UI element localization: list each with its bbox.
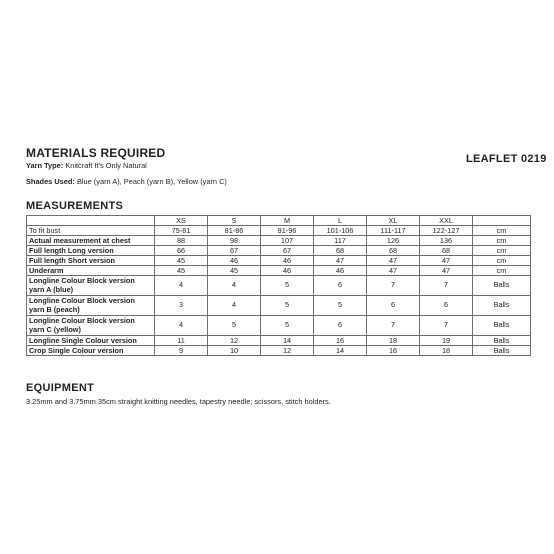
unit-cell: Balls	[473, 316, 531, 336]
table-cell: 46	[261, 256, 314, 266]
table-cell: 14	[314, 346, 367, 356]
table-cell: 16	[314, 336, 367, 346]
row-label: Longline Colour Block version yarn B (peach)	[27, 296, 155, 316]
table-row	[27, 276, 531, 296]
table-cell: 98	[208, 236, 261, 246]
table-row	[27, 316, 531, 336]
unit-cell: cm	[473, 226, 531, 236]
table-cell: 111-117	[367, 226, 420, 236]
equipment-text: 3.25mm and 3.75mm 35cm straight knitting needles, tapestry needle; scissors, stitch holders.	[26, 397, 331, 406]
size-header: XXL	[420, 216, 473, 226]
table-cell: 107	[261, 236, 314, 246]
table-cell: 4	[155, 276, 208, 296]
table-row	[27, 296, 531, 316]
table-row	[27, 346, 531, 356]
yarn-type-line	[26, 161, 147, 170]
equipment-title: EQUIPMENT	[26, 382, 95, 394]
unit-cell: Balls	[473, 346, 531, 356]
table-cell: 4	[208, 296, 261, 316]
table-row	[27, 256, 531, 266]
table-cell: 5	[261, 296, 314, 316]
row-label: Longline Colour Block version yarn A (blue)	[27, 276, 155, 296]
table-cell: 47	[420, 256, 473, 266]
row-label: To fit bust	[27, 226, 155, 236]
row-label: Full length Long version	[27, 246, 155, 256]
measurements-title: MEASUREMENTS	[26, 200, 124, 212]
materials-title: MATERIALS REQUIRED	[26, 146, 166, 160]
row-label: Longline Colour Block version yarn C (yellow)	[27, 316, 155, 336]
table-cell: 101-106	[314, 226, 367, 236]
table-cell: 5	[314, 296, 367, 316]
table-cell: 9	[155, 346, 208, 356]
size-header: XL	[367, 216, 420, 226]
shades-value: Blue (yarn A), Peach (yarn B), Yellow (yarn C)	[76, 177, 227, 186]
table-cell: 122-127	[420, 226, 473, 236]
table-cell: 18	[420, 346, 473, 356]
table-cell: 12	[208, 336, 261, 346]
table-cell: 117	[314, 236, 367, 246]
unit-cell: Balls	[473, 296, 531, 316]
table-cell: 47	[420, 266, 473, 276]
row-label: Actual measurement at chest	[27, 236, 155, 246]
table-row	[27, 336, 531, 346]
table-cell: 67	[208, 246, 261, 256]
yarn-type-value: Knitcraft It's Only Natural	[65, 161, 147, 170]
table-row	[27, 226, 531, 236]
table-cell: 7	[367, 316, 420, 336]
table-cell: 46	[314, 266, 367, 276]
table-cell: 75-81	[155, 226, 208, 236]
table-cell: 68	[367, 246, 420, 256]
table-cell: 14	[261, 336, 314, 346]
table-cell: 66	[155, 246, 208, 256]
table-cell: 47	[314, 256, 367, 266]
table-cell: 5	[261, 276, 314, 296]
table-cell: 4	[155, 316, 208, 336]
table-cell: 6	[367, 296, 420, 316]
table-cell: 5	[261, 316, 314, 336]
table-cell: 136	[420, 236, 473, 246]
table-cell: 19	[420, 336, 473, 346]
table-cell: 45	[208, 266, 261, 276]
table-cell: 47	[367, 266, 420, 276]
table-cell: 12	[261, 346, 314, 356]
yarn-type-label: Yarn Type:	[26, 161, 64, 170]
table-cell: 18	[367, 336, 420, 346]
table-cell: 7	[420, 316, 473, 336]
table-header-row	[27, 216, 531, 226]
table-cell: 7	[367, 276, 420, 296]
table-cell: 68	[420, 246, 473, 256]
table-cell: 3	[155, 296, 208, 316]
table-cell: 16	[367, 346, 420, 356]
table-cell: 46	[208, 256, 261, 266]
table-cell: 45	[155, 266, 208, 276]
table-cell: 46	[261, 266, 314, 276]
size-header: L	[314, 216, 367, 226]
row-label: Crop Single Colour version	[27, 346, 155, 356]
measurements-table	[26, 215, 531, 356]
table-cell: 47	[367, 256, 420, 266]
table-row	[27, 236, 531, 246]
row-label: Full length Short version	[27, 256, 155, 266]
table-cell: 81-86	[208, 226, 261, 236]
unit-header-blank	[473, 216, 531, 226]
table-cell: 45	[155, 256, 208, 266]
table-cell: 6	[314, 316, 367, 336]
size-header: XS	[155, 216, 208, 226]
table-cell: 10	[208, 346, 261, 356]
table-cell: 11	[155, 336, 208, 346]
table-cell: 68	[314, 246, 367, 256]
unit-cell: cm	[473, 266, 531, 276]
unit-cell: Balls	[473, 336, 531, 346]
table-cell: 126	[367, 236, 420, 246]
table-cell: 88	[155, 236, 208, 246]
table-cell: 67	[261, 246, 314, 256]
unit-cell: cm	[473, 236, 531, 246]
header-blank	[27, 216, 155, 226]
table-cell: 6	[420, 296, 473, 316]
unit-cell: cm	[473, 256, 531, 266]
table-cell: 7	[420, 276, 473, 296]
leaflet-number: LEAFLET 0219	[466, 153, 547, 165]
table-row	[27, 246, 531, 256]
table-row	[27, 266, 531, 276]
table-cell: 91-96	[261, 226, 314, 236]
shades-label: Shades Used:	[26, 177, 75, 186]
unit-cell: Balls	[473, 276, 531, 296]
row-label: Underarm	[27, 266, 155, 276]
shades-line	[26, 177, 227, 186]
size-header: M	[261, 216, 314, 226]
table-cell: 6	[314, 276, 367, 296]
table-cell: 5	[208, 316, 261, 336]
unit-cell: cm	[473, 246, 531, 256]
size-header: S	[208, 216, 261, 226]
table-cell: 4	[208, 276, 261, 296]
row-label: Longline Single Colour version	[27, 336, 155, 346]
